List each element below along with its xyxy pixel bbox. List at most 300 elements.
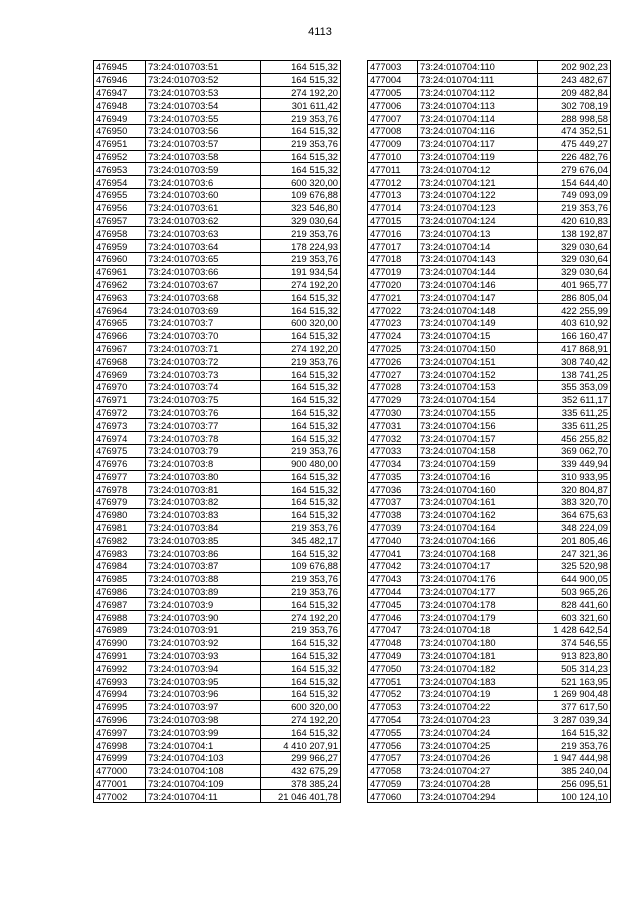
cadastral-number-cell: 73:24:010704:110 [418,61,538,74]
record-number-cell: 476990 [94,636,146,649]
value-cell: 164 515,32 [261,406,341,419]
record-number-cell: 477049 [368,649,418,662]
value-cell: 355 353,09 [538,380,611,393]
table-row [94,86,341,99]
cadastral-number-cell: 73:24:010704:16 [418,470,538,483]
table-row [94,598,341,611]
record-number-cell: 476955 [94,188,146,201]
cadastral-number-cell: 73:24:010703:72 [146,355,261,368]
value-cell: 164 515,32 [261,291,341,304]
value-cell: 301 611,42 [261,99,341,112]
table-row [94,176,341,189]
table-row [94,649,341,662]
table-row [94,355,341,368]
value-cell: 164 515,32 [261,483,341,496]
cadastral-number-cell: 73:24:010704:294 [418,790,538,803]
cadastral-number-cell: 73:24:010704:146 [418,278,538,291]
value-cell: 164 515,32 [261,368,341,381]
record-number-cell: 477041 [368,547,418,560]
value-cell: 385 240,04 [538,764,611,777]
value-cell: 164 515,32 [261,380,341,393]
cadastral-number-cell: 73:24:010703:83 [146,508,261,521]
record-number-cell: 476999 [94,752,146,765]
table-row [368,188,611,201]
value-cell: 3 287 039,34 [538,713,611,726]
record-number-cell: 477008 [368,124,418,137]
cadastral-number-cell: 73:24:010704:154 [418,393,538,406]
table-row [94,393,341,406]
cadastral-number-cell: 73:24:010703:91 [146,624,261,637]
value-cell: 475 449,27 [538,137,611,150]
cadastral-number-cell: 73:24:010703:94 [146,662,261,675]
value-cell: 600 320,00 [261,176,341,189]
cadastral-number-cell: 73:24:010704:28 [418,777,538,790]
cadastral-number-cell: 73:24:010703:90 [146,611,261,624]
value-cell: 164 515,32 [261,649,341,662]
record-number-cell: 476961 [94,265,146,278]
cadastral-number-cell: 73:24:010704:109 [146,777,261,790]
cadastral-number-cell: 73:24:010704:149 [418,316,538,329]
cadastral-number-cell: 73:24:010704:168 [418,547,538,560]
value-cell: 219 353,76 [261,252,341,265]
cadastral-number-cell: 73:24:010704:25 [418,739,538,752]
record-number-cell: 477012 [368,176,418,189]
record-number-cell: 476992 [94,662,146,675]
cadastral-number-cell: 73:24:010703:76 [146,406,261,419]
cadastral-number-cell: 73:24:010703:70 [146,329,261,342]
value-cell: 164 515,32 [261,547,341,560]
value-cell: 378 385,24 [261,777,341,790]
value-cell: 164 515,32 [261,150,341,163]
record-number-cell: 477035 [368,470,418,483]
record-number-cell: 476949 [94,112,146,125]
record-number-cell: 477002 [94,790,146,803]
right-register-table [367,60,611,803]
value-cell: 164 515,32 [261,662,341,675]
record-number-cell: 477019 [368,265,418,278]
table-row [368,700,611,713]
value-cell: 219 353,76 [261,624,341,637]
record-number-cell: 477048 [368,636,418,649]
cadastral-number-cell: 73:24:010703:99 [146,726,261,739]
value-cell: 383 320,70 [538,496,611,509]
value-cell: 164 515,32 [261,598,341,611]
table-row [368,713,611,726]
table-row [368,662,611,675]
table-row [368,112,611,125]
cadastral-number-cell: 73:24:010704:161 [418,496,538,509]
table-row [94,368,341,381]
record-number-cell: 476989 [94,624,146,637]
table-row [94,534,341,547]
record-number-cell: 476980 [94,508,146,521]
value-cell: 302 708,19 [538,99,611,112]
value-cell: 521 163,95 [538,675,611,688]
table-row [368,393,611,406]
cadastral-number-cell: 73:24:010704:117 [418,137,538,150]
value-cell: 352 611,17 [538,393,611,406]
value-cell: 329 030,64 [538,265,611,278]
value-cell: 164 515,32 [261,393,341,406]
value-cell: 600 320,00 [261,700,341,713]
record-number-cell: 476956 [94,201,146,214]
table-row [368,137,611,150]
table-row [94,508,341,521]
table-row [94,700,341,713]
record-number-cell: 477047 [368,624,418,637]
value-cell: 274 192,20 [261,86,341,99]
record-number-cell: 476965 [94,316,146,329]
value-cell: 403 610,92 [538,316,611,329]
value-cell: 219 353,76 [261,444,341,457]
value-cell: 219 353,76 [261,227,341,240]
cadastral-number-cell: 73:24:010703:54 [146,99,261,112]
table-row [94,380,341,393]
value-cell: 164 515,32 [261,419,341,432]
cadastral-number-cell: 73:24:010704:158 [418,444,538,457]
cadastral-number-cell: 73:24:010704:113 [418,99,538,112]
cadastral-number-cell: 73:24:010703:81 [146,483,261,496]
table-row [94,547,341,560]
table-row [94,329,341,342]
record-number-cell: 477058 [368,764,418,777]
cadastral-number-cell: 73:24:010703:74 [146,380,261,393]
cadastral-number-cell: 73:24:010704:152 [418,368,538,381]
cadastral-number-cell: 73:24:010704:182 [418,662,538,675]
record-number-cell: 477023 [368,316,418,329]
cadastral-number-cell: 73:24:010704:159 [418,457,538,470]
record-number-cell: 476985 [94,572,146,585]
value-cell: 456 255,82 [538,432,611,445]
table-row [368,752,611,765]
record-number-cell: 476995 [94,700,146,713]
table-row [368,278,611,291]
record-number-cell: 477055 [368,726,418,739]
table-row [368,675,611,688]
value-cell: 164 515,32 [261,304,341,317]
value-cell: 164 515,32 [261,496,341,509]
table-row [368,291,611,304]
value-cell: 364 675,63 [538,508,611,521]
cadastral-number-cell: 73:24:010703:53 [146,86,261,99]
cadastral-number-cell: 73:24:010703:95 [146,675,261,688]
cadastral-number-cell: 73:24:010704:144 [418,265,538,278]
cadastral-number-cell: 73:24:010704:178 [418,598,538,611]
cadastral-number-cell: 73:24:010703:52 [146,73,261,86]
cadastral-number-cell: 73:24:010704:24 [418,726,538,739]
value-cell: 219 353,76 [261,572,341,585]
table-row [368,649,611,662]
cadastral-number-cell: 73:24:010704:22 [418,700,538,713]
record-number-cell: 477013 [368,188,418,201]
record-number-cell: 476978 [94,483,146,496]
table-row [368,227,611,240]
table-row [368,355,611,368]
record-number-cell: 476983 [94,547,146,560]
cadastral-number-cell: 73:24:010703:67 [146,278,261,291]
value-cell: 164 515,32 [261,688,341,701]
record-number-cell: 476945 [94,61,146,74]
record-number-cell: 476996 [94,713,146,726]
value-cell: 417 868,91 [538,342,611,355]
value-cell: 202 902,23 [538,61,611,74]
cadastral-number-cell: 73:24:010704:12 [418,163,538,176]
cadastral-number-cell: 73:24:010704:153 [418,380,538,393]
record-number-cell: 476953 [94,163,146,176]
cadastral-number-cell: 73:24:010704:151 [418,355,538,368]
table-row [94,521,341,534]
value-cell: 209 482,84 [538,86,611,99]
record-number-cell: 477020 [368,278,418,291]
table-row [368,73,611,86]
cadastral-number-cell: 73:24:010704:157 [418,432,538,445]
cadastral-number-cell: 73:24:010704:143 [418,252,538,265]
value-cell: 288 998,58 [538,112,611,125]
record-number-cell: 476962 [94,278,146,291]
cadastral-number-cell: 73:24:010703:7 [146,316,261,329]
cadastral-number-cell: 73:24:010703:59 [146,163,261,176]
record-number-cell: 477057 [368,752,418,765]
record-number-cell: 477007 [368,112,418,125]
value-cell: 21 046 401,78 [261,790,341,803]
value-cell: 274 192,20 [261,278,341,291]
record-number-cell: 477025 [368,342,418,355]
record-number-cell: 476958 [94,227,146,240]
cadastral-number-cell: 73:24:010704:17 [418,560,538,573]
table-row [94,201,341,214]
record-number-cell: 476979 [94,496,146,509]
record-number-cell: 477028 [368,380,418,393]
record-number-cell: 477051 [368,675,418,688]
value-cell: 164 515,32 [261,636,341,649]
value-cell: 503 965,26 [538,585,611,598]
value-cell: 219 353,76 [261,355,341,368]
cadastral-number-cell: 73:24:010703:97 [146,700,261,713]
record-number-cell: 476969 [94,368,146,381]
table-row [94,624,341,637]
table-row [368,764,611,777]
value-cell: 913 823,80 [538,649,611,662]
record-number-cell: 477059 [368,777,418,790]
cadastral-number-cell: 73:24:010703:56 [146,124,261,137]
record-number-cell: 476963 [94,291,146,304]
table-row [94,777,341,790]
cadastral-number-cell: 73:24:010703:82 [146,496,261,509]
record-number-cell: 476972 [94,406,146,419]
value-cell: 219 353,76 [261,112,341,125]
table-row [94,304,341,317]
record-number-cell: 476987 [94,598,146,611]
value-cell: 335 611,25 [538,406,611,419]
record-number-cell: 477033 [368,444,418,457]
value-cell: 422 255,99 [538,304,611,317]
cadastral-number-cell: 73:24:010704:164 [418,521,538,534]
record-number-cell: 476997 [94,726,146,739]
record-number-cell: 476991 [94,649,146,662]
cadastral-number-cell: 73:24:010703:65 [146,252,261,265]
record-number-cell: 476994 [94,688,146,701]
record-number-cell: 477050 [368,662,418,675]
value-cell: 164 515,32 [261,73,341,86]
value-cell: 191 934,54 [261,265,341,278]
table-row [368,163,611,176]
table-row [94,419,341,432]
value-cell: 325 520,98 [538,560,611,573]
cadastral-number-cell: 73:24:010704:11 [146,790,261,803]
record-number-cell: 476971 [94,393,146,406]
record-number-cell: 476993 [94,675,146,688]
cadastral-number-cell: 73:24:010704:116 [418,124,538,137]
cadastral-number-cell: 73:24:010704:13 [418,227,538,240]
table-row [368,790,611,803]
table-row [368,342,611,355]
cadastral-number-cell: 73:24:010704:123 [418,201,538,214]
cadastral-number-cell: 73:24:010704:119 [418,150,538,163]
cadastral-number-cell: 73:24:010703:6 [146,176,261,189]
table-row [368,150,611,163]
value-cell: 201 805,46 [538,534,611,547]
table-row [94,636,341,649]
cadastral-number-cell: 73:24:010704:112 [418,86,538,99]
value-cell: 603 321,60 [538,611,611,624]
record-number-cell: 477022 [368,304,418,317]
value-cell: 164 515,32 [261,432,341,445]
value-cell: 600 320,00 [261,316,341,329]
record-number-cell: 477032 [368,432,418,445]
value-cell: 329 030,64 [261,214,341,227]
cadastral-number-cell: 73:24:010703:96 [146,688,261,701]
record-number-cell: 477003 [368,61,418,74]
table-row [94,470,341,483]
table-row [368,777,611,790]
record-number-cell: 477030 [368,406,418,419]
table-row [94,73,341,86]
record-number-cell: 477036 [368,483,418,496]
table-row [368,521,611,534]
table-row [368,547,611,560]
value-cell: 109 676,88 [261,560,341,573]
cadastral-number-cell: 73:24:010704:179 [418,611,538,624]
record-number-cell: 477039 [368,521,418,534]
table-row [94,611,341,624]
record-number-cell: 476988 [94,611,146,624]
table-row [94,457,341,470]
value-cell: 154 644,40 [538,176,611,189]
table-row [94,342,341,355]
cadastral-number-cell: 73:24:010703:69 [146,304,261,317]
value-cell: 100 124,10 [538,790,611,803]
record-number-cell: 477042 [368,560,418,573]
cadastral-number-cell: 73:24:010703:75 [146,393,261,406]
value-cell: 164 515,32 [261,329,341,342]
cadastral-number-cell: 73:24:010703:79 [146,444,261,457]
cadastral-number-cell: 73:24:010703:62 [146,214,261,227]
table-row [368,124,611,137]
table-row [368,496,611,509]
value-cell: 138 741,25 [538,368,611,381]
cadastral-number-cell: 73:24:010703:88 [146,572,261,585]
value-cell: 226 482,76 [538,150,611,163]
cadastral-number-cell: 73:24:010704:26 [418,752,538,765]
table-row [368,688,611,701]
table-row [94,585,341,598]
cadastral-number-cell: 73:24:010703:58 [146,150,261,163]
table-row [94,713,341,726]
record-number-cell: 476975 [94,444,146,457]
value-cell: 348 224,09 [538,521,611,534]
record-number-cell: 476970 [94,380,146,393]
record-number-cell: 476966 [94,329,146,342]
value-cell: 164 515,32 [538,726,611,739]
cadastral-number-cell: 73:24:010704:121 [418,176,538,189]
record-number-cell: 476952 [94,150,146,163]
value-cell: 219 353,76 [261,521,341,534]
record-number-cell: 476960 [94,252,146,265]
value-cell: 138 192,87 [538,227,611,240]
table-row [368,598,611,611]
cadastral-number-cell: 73:24:010704:156 [418,419,538,432]
cadastral-number-cell: 73:24:010704:1 [146,739,261,752]
table-row [368,636,611,649]
value-cell: 164 515,32 [261,726,341,739]
table-row [94,240,341,253]
cadastral-number-cell: 73:24:010703:60 [146,188,261,201]
record-number-cell: 476968 [94,355,146,368]
cadastral-number-cell: 73:24:010704:27 [418,764,538,777]
value-cell: 374 546,55 [538,636,611,649]
record-number-cell: 477029 [368,393,418,406]
table-row [94,214,341,227]
record-number-cell: 477056 [368,739,418,752]
cadastral-number-cell: 73:24:010703:86 [146,547,261,560]
record-number-cell: 477006 [368,99,418,112]
record-number-cell: 476977 [94,470,146,483]
cadastral-number-cell: 73:24:010704:177 [418,585,538,598]
record-number-cell: 477024 [368,329,418,342]
cadastral-number-cell: 73:24:010704:181 [418,649,538,662]
record-number-cell: 477014 [368,201,418,214]
cadastral-number-cell: 73:24:010704:150 [418,342,538,355]
value-cell: 420 610,83 [538,214,611,227]
table-row [94,265,341,278]
cadastral-number-cell: 73:24:010704:160 [418,483,538,496]
table-row [94,316,341,329]
value-cell: 274 192,20 [261,611,341,624]
cadastral-number-cell: 73:24:010704:147 [418,291,538,304]
cadastral-number-cell: 73:24:010703:61 [146,201,261,214]
value-cell: 219 353,76 [261,585,341,598]
table-row [94,790,341,803]
cadastral-number-cell: 73:24:010703:78 [146,432,261,445]
value-cell: 401 965,77 [538,278,611,291]
value-cell: 432 675,29 [261,764,341,777]
cadastral-number-cell: 73:24:010704:122 [418,188,538,201]
cadastral-number-cell: 73:24:010703:89 [146,585,261,598]
cadastral-number-cell: 73:24:010704:162 [418,508,538,521]
table-row [94,483,341,496]
value-cell: 329 030,64 [538,240,611,253]
record-number-cell: 476982 [94,534,146,547]
value-cell: 274 192,20 [261,342,341,355]
record-number-cell: 477043 [368,572,418,585]
record-number-cell: 477005 [368,86,418,99]
table-row [368,380,611,393]
cadastral-number-cell: 73:24:010704:176 [418,572,538,585]
value-cell: 164 515,32 [261,163,341,176]
record-number-cell: 476964 [94,304,146,317]
record-number-cell: 477018 [368,252,418,265]
record-number-cell: 477046 [368,611,418,624]
